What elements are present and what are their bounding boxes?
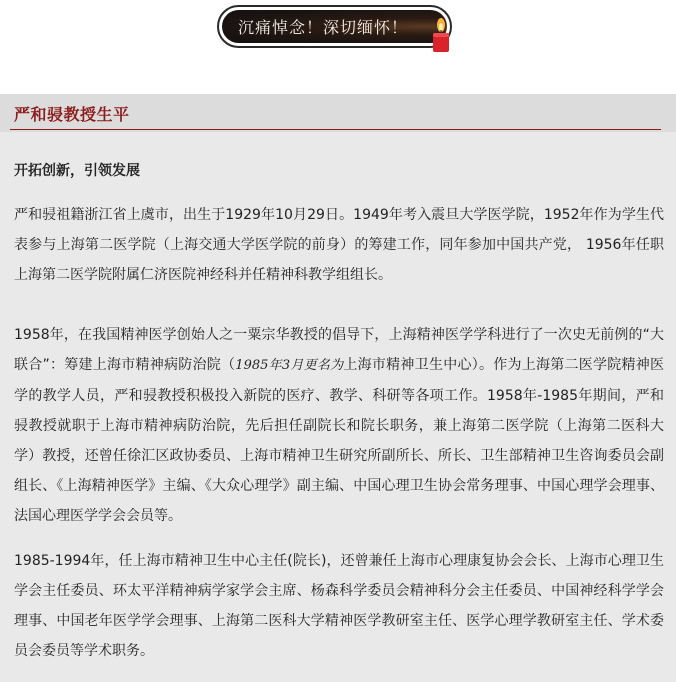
paragraph-2-part-b: 上海市精神卫生中心）。作为上海第二医学院精神医学的教学人员，严和骎教授积极投入新院的医疗、教学、科研等各项工作。1958年-1985年期间，严和骎教授就职于上海市精神病防治院，先后担任副院长和院长职务，兼上海第二医学院（上海第二医科大学）教授，还曾任徐汇区政协委员、上海市精神卫生研究所副所长、所长、卫生部精神卫生咨询委员会副组长、《上海精神医学》主编、《大众心理学》副主编、中国心理卫生协会常务理事、中国心理学会理事、法国心理医学学会会员等。 (14, 357, 664, 524)
section-header (0, 94, 676, 132)
memorial-banner-inner (222, 10, 447, 43)
biography-section (0, 94, 676, 682)
handwritten-note: 1985年3月更名为 (235, 358, 344, 373)
memorial-banner (217, 5, 452, 48)
subheading: 开拓创新，引领发展 (14, 163, 140, 179)
paragraph-3: 1985-1994年，任上海市精神卫生中心主任(院长)，还曾兼任上海市心理康复协会会长、上海市心理卫生学会主任委员、环太平洋精神病学家学会主席、杨森科学委员会精神科分会主任委员、中国神经科学学会理事、中国老年医学学会理事、上海第二医科大学精神医学教研室主任、医学心理学教研室主任、学术委员会委员等学术职务。 (14, 553, 664, 659)
paragraph-2 (14, 320, 664, 531)
memorial-banner-text: 沉痛悼念！深切缅怀！ (238, 18, 409, 37)
banner-area (0, 0, 676, 52)
paragraph-2-part-a: 1958年，在我国精神医学创始人之一粟宗华教授的倡导下，上海精神医学学科进行了一次史无前例的“大联合”：筹建上海市精神病防治院（ (14, 327, 664, 373)
section-title: 严和骎教授生平 (14, 105, 130, 124)
section-divider (10, 129, 661, 130)
paragraph-1: 严和骎祖籍浙江省上虞市，出生于1929年10月29日。1949年考入震旦大学医学院，1952年作为学生代表参与上海第二医学院（上海交通大学医学院的前身）的筹建工作，同年参加中国共产党， 1956年任职上海第二医学院附属仁济医院神经科并任精神科教学组组长。 (14, 207, 664, 283)
candle-icon (429, 18, 453, 52)
